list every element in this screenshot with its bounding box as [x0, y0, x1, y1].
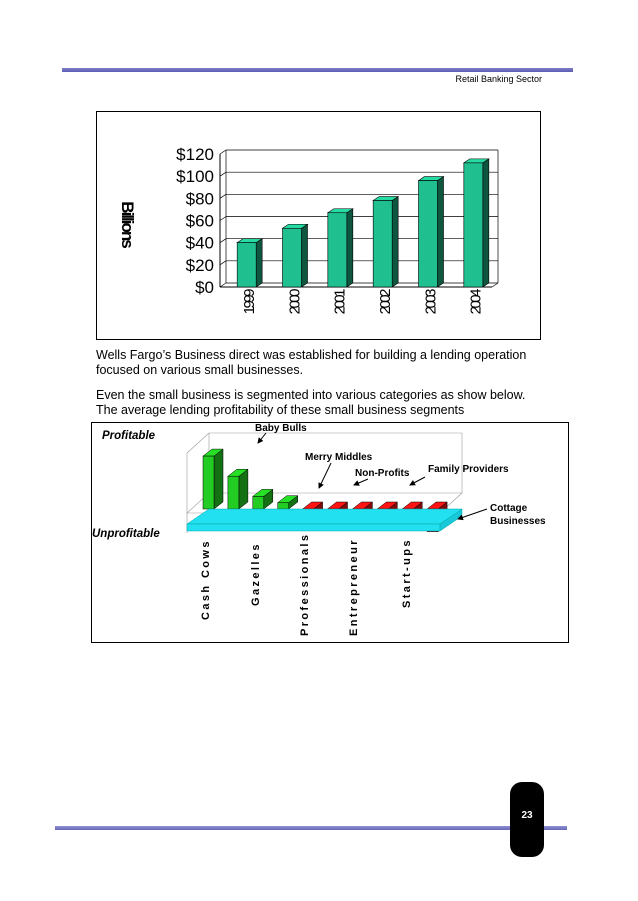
- bar-1999: [237, 239, 262, 287]
- bar-2002: [373, 197, 398, 287]
- bar-2003: [419, 177, 444, 287]
- x-tick-label: 2002: [377, 291, 395, 315]
- x-tick-label: 2003: [422, 291, 440, 315]
- page-number: 23: [521, 810, 533, 821]
- bar-2000: [283, 224, 308, 287]
- x-tick-label: 1999: [241, 291, 259, 315]
- segment-bar: [253, 489, 273, 509]
- chart-floor: [187, 509, 462, 524]
- segment-profitability-chart-svg: [92, 423, 568, 642]
- segment-category-label: Cash Cows: [200, 539, 212, 620]
- lending-growth-chart-svg: [97, 112, 540, 339]
- merry-middles-annotation: Merry Middles: [305, 452, 373, 463]
- bar-2004: [464, 159, 489, 287]
- profitable-label: Profitable: [102, 430, 156, 442]
- businesses-annotation: Businesses: [490, 516, 546, 527]
- unprofitable-label: Unprofitable: [92, 528, 160, 540]
- section-header: Retail Banking Sector: [455, 74, 542, 84]
- y-tick-label: $20: [185, 255, 214, 275]
- y-tick-label: $100: [176, 167, 214, 187]
- segment-bar: [228, 469, 248, 509]
- lending-growth-chart: [96, 111, 541, 340]
- segment-category-label: Professionals: [299, 532, 311, 636]
- segment-category-label: Entrepreneur: [348, 538, 360, 636]
- cottage-annotation: Cottage: [490, 503, 528, 514]
- bar-2001: [328, 209, 353, 287]
- y-tick-label: $120: [176, 145, 214, 164]
- paragraph-1-line-1: Wells Fargo’s Business direct was established for building a lending operation: [96, 348, 527, 362]
- baby-bulls-annotation: Baby Bulls: [255, 423, 307, 434]
- footer-rule: [55, 826, 567, 830]
- y-tick-label: $60: [185, 211, 214, 231]
- paragraph-2-line-2: The average lending profitability of these small business segments: [96, 403, 465, 417]
- paragraph-2-line-1: Even the small business is segmented into various categories as show below.: [96, 388, 526, 402]
- header-rule: [62, 68, 573, 72]
- paragraph-1-line-2: focused on various small businesses.: [96, 363, 304, 377]
- segment-bar: [203, 449, 223, 509]
- x-tick-label: 2004: [467, 291, 485, 315]
- segment-category-label: Start-ups: [401, 538, 413, 608]
- y-tick-label: $80: [185, 189, 214, 209]
- y-tick-label: $0: [195, 278, 214, 297]
- segment-bar: [278, 496, 298, 509]
- x-tick-label: 2000: [286, 291, 304, 315]
- segment-profitability-chart: [91, 422, 569, 643]
- y-axis-label: Billions: [118, 201, 137, 247]
- y-tick-label: $40: [185, 233, 214, 253]
- x-tick-label: 2001: [331, 291, 349, 315]
- family-providers-annotation: Family Providers: [428, 464, 509, 475]
- non-profits-annotation: Non-Profits: [355, 468, 410, 479]
- segment-category-label: Gazelles: [250, 542, 262, 606]
